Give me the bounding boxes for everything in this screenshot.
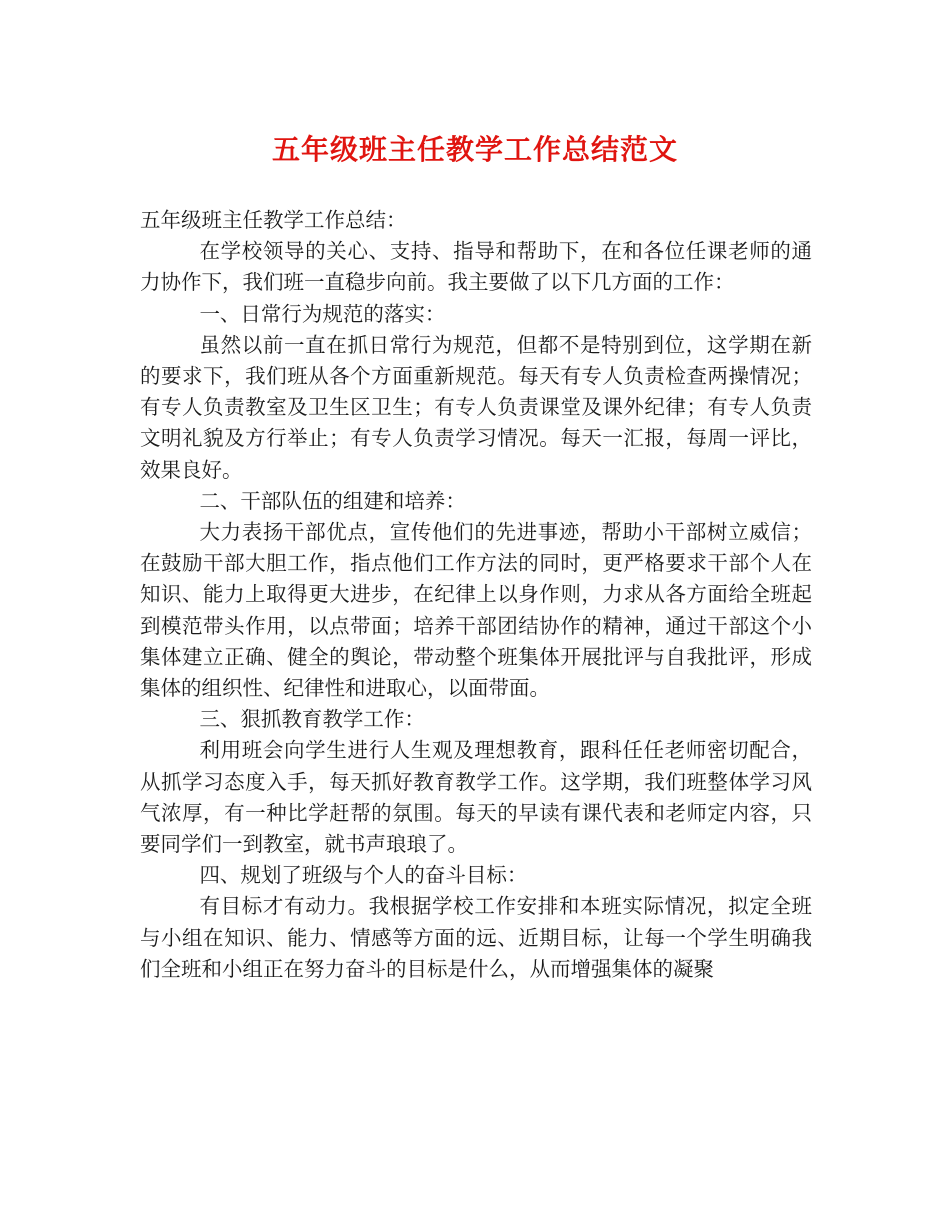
section-paragraph-3: 利用班会向学生进行人生观及理想教育，跟科任任老师密切配合，从抓学习态度入手，每天抓好教育教学工作。这学期，我们班整体学习风气浓厚，有一种比学赶帮的氛围。每天的早读有课代表和老师定内容，只要同学们一到教室，就书声琅琅了。	[140, 738, 812, 857]
section-paragraph-4: 有目标才有动力。我根据学校工作安排和本班实际情况，拟定全班与小组在知识、能力、情感等方面的远、近期目标，让每一个学生明确我们全班和小组正在努力奋斗的目标是什么，从而增强集体的凝聚	[140, 894, 812, 981]
section-paragraph-2: 大力表扬干部优点，宣传他们的先进事迹，帮助小干部树立威信；在鼓励干部大胆工作，指点他们工作方法的同时，更严格要求干部个人在知识、能力上取得更大进步，在纪律上以身作则，力求从各方面给全班起到模范带头作用，以点带面；培养干部团结协作的精神，通过干部这个小集体建立正确、健全的舆论，带动整个班集体开展批评与自我批评，形成集体的组织性、纪律性和进取心，以面带面。	[140, 520, 812, 701]
section-heading-2: 二、干部队伍的组建和培养：	[199, 488, 466, 513]
section-heading-1: 一、日常行为规范的落实：	[199, 301, 446, 326]
section-heading-3: 三、狠抓教育教学工作：	[199, 707, 425, 732]
section-paragraph-1: 虽然以前一直在抓日常行为规范，但都不是特别到位，这学期在新的要求下，我们班从各个方面重新规范。每天有专人负责检查两操情况；有专人负责教室及卫生区卫生；有专人负责课堂及课外纪律；有专人负责文明礼貌及方行举止；有专人负责学习情况。每天一汇报，每周一评比，效果良好。	[140, 332, 812, 482]
document-body	[140, 205, 812, 985]
document-title: 五年级班主任教学工作总结范文	[271, 133, 678, 166]
intro-paragraph: 在学校领导的关心、支持、指导和帮助下，在和各位任课老师的通力协作下，我们班一直稳步向前。我主要做了以下几方面的工作：	[140, 239, 812, 295]
section-heading-4: 四、规划了班级与个人的奋斗目标：	[199, 863, 528, 888]
intro-heading: 五年级班主任教学工作总结：	[140, 208, 407, 232]
